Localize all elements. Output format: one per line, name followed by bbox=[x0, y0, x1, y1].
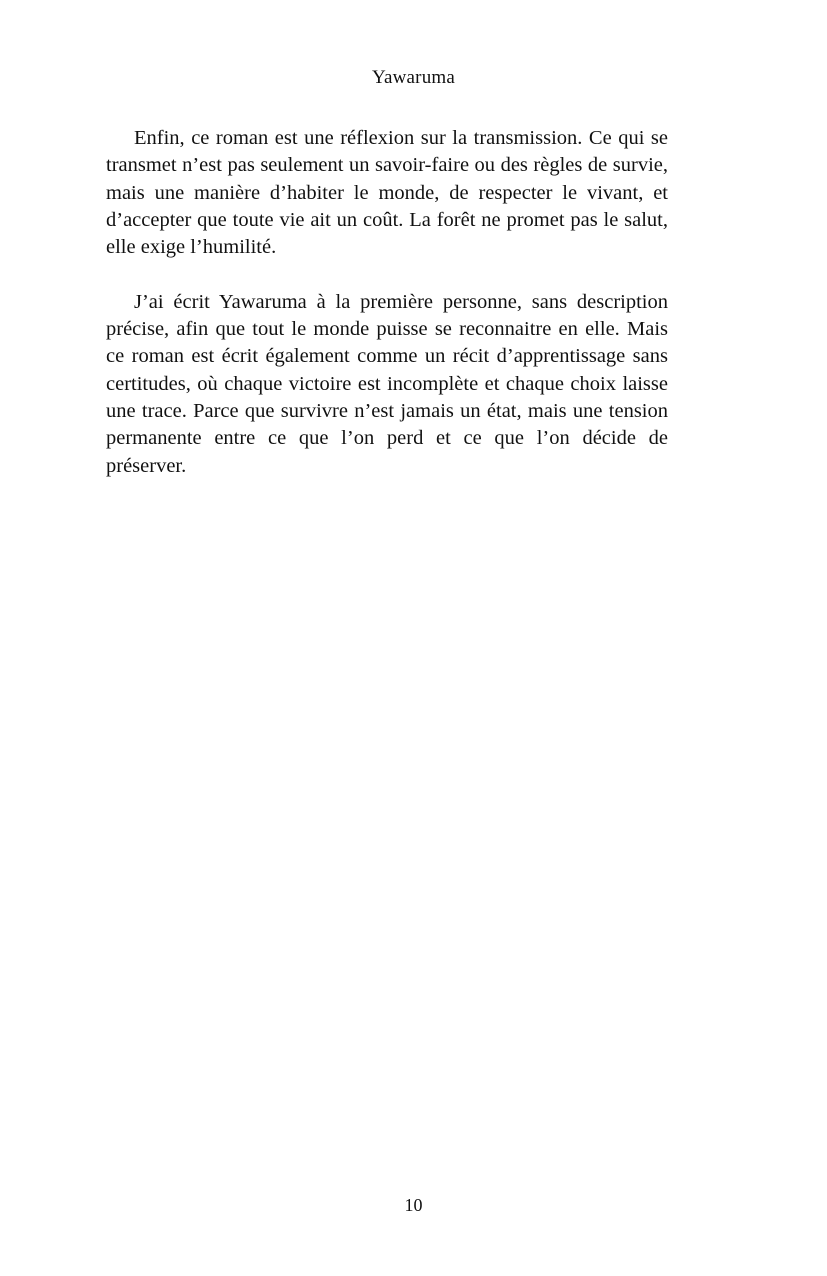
running-header: Yawaruma bbox=[371, 67, 456, 88]
paragraph: J’ai écrit Yawaruma à la première personne, sans description précise, afin que tout le monde puisse se reconnaitre en elle. Mais ce roman est écrit également comme un récit d’apprentissage sans certitudes, où chaque victoire est incomplète et chaque choix laisse une trace. Parce que survivre n’est jamais un état, mais une tension permanente entre ce que l’on perd et ce que l’on décide de préserver. bbox=[106, 290, 668, 477]
page-number: 10 bbox=[404, 1195, 423, 1215]
paragraph: Enfin, ce roman est une réflexion sur la transmission. Ce qui se transmet n’est pas seulement un savoir-faire ou des règles de survie, mais une manière d’habiter le monde, de respecter le vivant, et d’accepter que toute vie ait un coût. La forêt ne promet pas le salut, elle exige l’humilité. bbox=[106, 127, 668, 259]
body-text bbox=[106, 125, 668, 480]
